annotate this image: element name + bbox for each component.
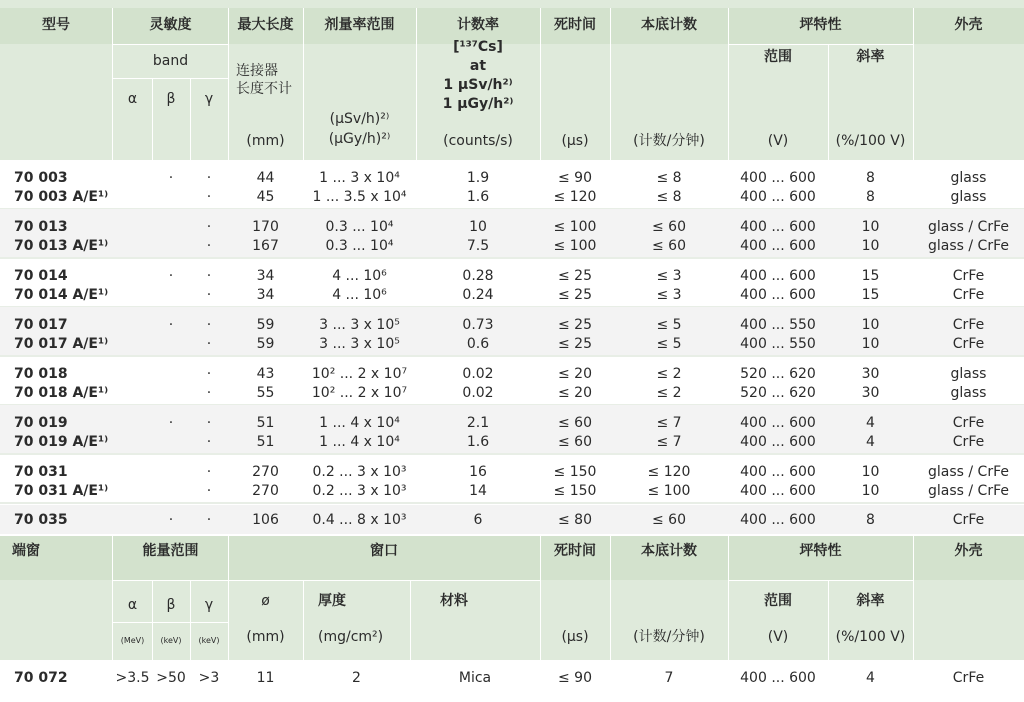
cell-value: 43 bbox=[256, 366, 275, 382]
cell-value: ≤ 7 bbox=[656, 434, 682, 450]
col-housing: 外壳 bbox=[954, 17, 983, 33]
sensitivity-gamma-mark: · bbox=[206, 434, 212, 450]
cell-value: 10 bbox=[861, 219, 880, 235]
cell-value: 400 ... 600 bbox=[740, 170, 816, 186]
cell-value: CrFe bbox=[952, 268, 985, 284]
cell-value: 59 bbox=[256, 336, 275, 352]
row-70072-beta: >50 bbox=[156, 670, 186, 686]
col-end-window: 端窗 bbox=[12, 543, 40, 559]
window-diameter-unit: (mm) bbox=[246, 629, 285, 645]
cell-value: glass bbox=[950, 189, 987, 205]
col-dead-time: 死时间 bbox=[554, 17, 596, 33]
cell-value: 400 ... 550 bbox=[740, 317, 816, 333]
col2-slope-unit: (%/100 V) bbox=[835, 629, 906, 645]
cell-value: 10 bbox=[861, 317, 880, 333]
col-energy-range: 能量范围 bbox=[142, 543, 199, 559]
max-length-unit: (mm) bbox=[246, 133, 285, 149]
sensitivity-gamma-mark: · bbox=[206, 268, 212, 284]
cell-value: 400 ... 600 bbox=[740, 415, 816, 431]
col-alpha: α bbox=[127, 91, 138, 107]
cell-value: 10² ... 2 x 10⁷ bbox=[311, 366, 408, 382]
col2-plateau: 坪特性 bbox=[799, 543, 842, 559]
cell-value: 400 ... 600 bbox=[740, 287, 816, 303]
row-70072-background: 7 bbox=[664, 670, 674, 686]
row-70072-diameter: 11 bbox=[256, 670, 275, 686]
row-70035-length: 106 bbox=[252, 512, 279, 528]
sensitivity-beta-mark: · bbox=[168, 317, 174, 333]
sensitivity-gamma-mark: · bbox=[206, 219, 212, 235]
cell-value: ≤ 2 bbox=[656, 366, 682, 382]
cell-value: ≤ 150 bbox=[553, 483, 597, 499]
cell-value: glass / CrFe bbox=[928, 464, 1009, 480]
sensitivity-gamma-mark: · bbox=[206, 385, 212, 401]
cell-value: 270 bbox=[252, 464, 279, 480]
row-70035-beta: · bbox=[168, 512, 174, 528]
cell-value: ≤ 3 bbox=[656, 287, 682, 303]
sensitivity-beta-mark: · bbox=[168, 170, 174, 186]
cell-value: ≤ 25 bbox=[558, 317, 592, 333]
row-70072-housing: CrFe bbox=[952, 670, 985, 686]
cell-value: 8 bbox=[866, 170, 875, 186]
count-unit: (counts/s) bbox=[443, 133, 513, 149]
col-background: 本底计数 bbox=[641, 17, 697, 33]
cell-value: ≤ 120 bbox=[553, 189, 597, 205]
cell-value: ≤ 20 bbox=[558, 366, 592, 382]
cell-value: glass / CrFe bbox=[928, 483, 1009, 499]
col-range: 范围 bbox=[764, 49, 792, 65]
sensitivity-gamma-mark: · bbox=[206, 287, 212, 303]
sensitivity-beta-mark: · bbox=[168, 415, 174, 431]
cell-value: 520 ... 620 bbox=[740, 366, 816, 382]
cell-value: 1 ... 4 x 10⁴ bbox=[319, 415, 400, 431]
row-70072-thickness: 2 bbox=[352, 670, 361, 686]
cell-value: CrFe bbox=[952, 317, 985, 333]
cell-value: 10 bbox=[861, 238, 880, 254]
cell-value: 4 ... 10⁶ bbox=[332, 287, 387, 303]
energy-gamma-unit: (keV) bbox=[198, 636, 220, 645]
cell-value: ≤ 8 bbox=[656, 170, 682, 186]
model-number-ae: 70 003 A/E¹⁾ bbox=[14, 189, 109, 205]
sensitivity-gamma-mark: · bbox=[206, 366, 212, 382]
cell-value: ≤ 3 bbox=[656, 268, 682, 284]
sensitivity-gamma-mark: · bbox=[206, 336, 212, 352]
cell-value: ≤ 60 bbox=[652, 219, 686, 235]
model-number: 70 014 bbox=[14, 268, 68, 284]
row-70035-deadtime: ≤ 80 bbox=[558, 512, 592, 528]
row-70072-material: Mica bbox=[458, 670, 492, 686]
cell-value: 1 ... 3 x 10⁴ bbox=[319, 170, 400, 186]
col-window: 窗口 bbox=[370, 543, 398, 559]
model-number-ae: 70 019 A/E¹⁾ bbox=[14, 434, 109, 450]
col2-background-unit: (计数/分钟) bbox=[633, 629, 705, 645]
cell-value: CrFe bbox=[952, 287, 985, 303]
cell-value: 10 bbox=[861, 483, 880, 499]
cell-value: 55 bbox=[256, 385, 275, 401]
cell-value: 51 bbox=[256, 415, 275, 431]
col2-range: 范围 bbox=[764, 593, 792, 609]
cell-value: 0.02 bbox=[462, 366, 494, 382]
cell-value: 3 ... 3 x 10⁵ bbox=[319, 336, 400, 352]
cell-value: 1 ... 4 x 10⁴ bbox=[319, 434, 400, 450]
count-cond-gy: 1 μGy/h²⁾ bbox=[442, 96, 514, 112]
energy-alpha: α bbox=[127, 597, 138, 613]
cell-value: 59 bbox=[256, 317, 275, 333]
cell-value: 520 ... 620 bbox=[740, 385, 816, 401]
range-unit: (V) bbox=[767, 133, 789, 149]
cell-value: CrFe bbox=[952, 415, 985, 431]
model-number: 70 017 bbox=[14, 317, 68, 333]
cell-value: 0.3 ... 10⁴ bbox=[325, 238, 394, 254]
count-cond-cs: [¹³⁷Cs] bbox=[453, 39, 503, 55]
cell-value: 0.2 ... 3 x 10³ bbox=[312, 483, 407, 499]
row-divider bbox=[0, 355, 1024, 357]
cell-value: 14 bbox=[469, 483, 487, 499]
col-dose-range: 剂量率范围 bbox=[324, 17, 395, 33]
col-slope: 斜率 bbox=[856, 49, 885, 65]
cell-value: 0.28 bbox=[462, 268, 494, 284]
sensitivity-gamma-mark: · bbox=[206, 189, 212, 205]
cell-value: 0.02 bbox=[462, 385, 494, 401]
cell-value: ≤ 25 bbox=[558, 336, 592, 352]
cell-value: 1.9 bbox=[466, 170, 490, 186]
cell-value: ≤ 7 bbox=[656, 415, 682, 431]
cell-value: 400 ... 550 bbox=[740, 336, 816, 352]
energy-beta-unit: (keV) bbox=[160, 636, 182, 645]
sensitivity-gamma-mark: · bbox=[206, 464, 212, 480]
cell-value: 45 bbox=[256, 189, 275, 205]
col2-dead-time: 死时间 bbox=[554, 543, 596, 559]
cell-value: glass bbox=[950, 170, 987, 186]
energy-alpha-unit: (MeV) bbox=[120, 636, 145, 645]
col-max-length: 最大长度 bbox=[237, 17, 294, 33]
model-number: 70 013 bbox=[14, 219, 68, 235]
col-band: band bbox=[152, 53, 189, 69]
model-number: 70 019 bbox=[14, 415, 68, 431]
cell-value: 44 bbox=[256, 170, 275, 186]
sensitivity-gamma-mark: · bbox=[206, 317, 212, 333]
cell-value: 15 bbox=[861, 287, 880, 303]
window-diameter: ø bbox=[261, 593, 270, 609]
cell-value: ≤ 8 bbox=[656, 189, 682, 205]
row-70072-alpha: >3.5 bbox=[115, 670, 150, 686]
row-70035-range: 400 ... 600 bbox=[740, 512, 816, 528]
row-70072-slope: 4 bbox=[866, 670, 875, 686]
dose-unit-gy: (μGy/h)²⁾ bbox=[328, 131, 391, 147]
cell-value: ≤ 90 bbox=[558, 170, 592, 186]
model-number-ae: 70 013 A/E¹⁾ bbox=[14, 238, 109, 254]
cell-value: ≤ 5 bbox=[656, 336, 682, 352]
cell-value: 400 ... 600 bbox=[740, 238, 816, 254]
cell-value: 7.5 bbox=[466, 238, 490, 254]
cell-value: 400 ... 600 bbox=[740, 464, 816, 480]
model-number-ae: 70 014 A/E¹⁾ bbox=[14, 287, 109, 303]
count-cond-at: at bbox=[469, 58, 487, 74]
row-70035-background: ≤ 60 bbox=[652, 512, 686, 528]
cell-value: 10 bbox=[861, 336, 880, 352]
cell-value: ≤ 100 bbox=[553, 238, 597, 254]
cell-value: 0.24 bbox=[462, 287, 494, 303]
cell-value: ≤ 60 bbox=[558, 415, 592, 431]
row-70072-gamma: >3 bbox=[198, 670, 220, 686]
cell-value: ≤ 5 bbox=[656, 317, 682, 333]
col-model: 型号 bbox=[42, 17, 70, 33]
cell-value: ≤ 20 bbox=[558, 385, 592, 401]
cell-value: ≤ 100 bbox=[553, 219, 597, 235]
col-plateau: 坪特性 bbox=[799, 17, 842, 33]
cell-value: 8 bbox=[866, 189, 875, 205]
cell-value: 0.6 bbox=[466, 336, 490, 352]
cell-value: 15 bbox=[861, 268, 880, 284]
max-length-note: 连接器 长度不计 bbox=[236, 63, 292, 97]
model-number-ae: 70 031 A/E¹⁾ bbox=[14, 483, 109, 499]
cell-value: 270 bbox=[252, 483, 279, 499]
energy-gamma: γ bbox=[204, 597, 214, 613]
cell-value: 16 bbox=[469, 464, 487, 480]
cell-value: CrFe bbox=[952, 434, 985, 450]
col-gamma: γ bbox=[204, 91, 214, 107]
row-70035-slope: 8 bbox=[866, 512, 875, 528]
cell-value: ≤ 25 bbox=[558, 287, 592, 303]
cell-value: ≤ 150 bbox=[553, 464, 597, 480]
col-sensitivity: 灵敏度 bbox=[149, 17, 192, 33]
cell-value: glass / CrFe bbox=[928, 219, 1009, 235]
cell-value: 4 bbox=[866, 415, 875, 431]
cell-value: ≤ 100 bbox=[647, 483, 691, 499]
cell-value: ≤ 25 bbox=[558, 268, 592, 284]
dead-time-unit: (μs) bbox=[561, 133, 589, 149]
cell-value: 0.73 bbox=[462, 317, 494, 333]
cell-value: 170 bbox=[252, 219, 279, 235]
sensitivity-gamma-mark: · bbox=[206, 170, 212, 186]
cell-value: ≤ 60 bbox=[652, 238, 686, 254]
row-70035-count: 6 bbox=[473, 512, 483, 528]
background-unit: (计数/分钟) bbox=[633, 133, 705, 149]
cell-value: 0.2 ... 3 x 10³ bbox=[312, 464, 407, 480]
cell-value: 4 bbox=[866, 434, 875, 450]
col-beta: β bbox=[166, 91, 176, 107]
col2-slope: 斜率 bbox=[856, 593, 885, 609]
cell-value: 4 ... 10⁶ bbox=[332, 268, 387, 284]
cell-value: 1.6 bbox=[466, 434, 490, 450]
cell-value: 30 bbox=[861, 385, 880, 401]
row-70035-dose: 0.4 ... 8 x 10³ bbox=[312, 512, 407, 528]
cell-value: glass / CrFe bbox=[928, 238, 1009, 254]
row-70035-housing: CrFe bbox=[952, 512, 985, 528]
model-number-ae: 70 018 A/E¹⁾ bbox=[14, 385, 109, 401]
cell-value: 1.6 bbox=[466, 189, 490, 205]
cell-value: 400 ... 600 bbox=[740, 483, 816, 499]
window-thickness: 厚度 bbox=[318, 593, 346, 609]
cell-value: 10² ... 2 x 10⁷ bbox=[311, 385, 408, 401]
dose-unit-sv: (μSv/h)²⁾ bbox=[329, 111, 390, 127]
cell-value: 10 bbox=[469, 219, 487, 235]
cell-value: 3 ... 3 x 10⁵ bbox=[319, 317, 400, 333]
cell-value: 2.1 bbox=[466, 415, 490, 431]
sensitivity-gamma-mark: · bbox=[206, 483, 212, 499]
slope-unit: (%/100 V) bbox=[835, 133, 906, 149]
row-70035-gamma: · bbox=[206, 512, 212, 528]
row-70072-deadtime: ≤ 90 bbox=[558, 670, 592, 686]
row-divider bbox=[0, 257, 1024, 259]
model-number: 70 003 bbox=[14, 170, 68, 186]
cell-value: 34 bbox=[256, 268, 275, 284]
cell-value: 400 ... 600 bbox=[740, 219, 816, 235]
col2-range-unit: (V) bbox=[767, 629, 789, 645]
sensitivity-gamma-mark: · bbox=[206, 238, 212, 254]
col-count-rate: 计数率 bbox=[457, 17, 499, 33]
cell-value: ≤ 2 bbox=[656, 385, 682, 401]
window-thickness-unit: (mg/cm²) bbox=[318, 629, 384, 645]
col2-dead-time-unit: (μs) bbox=[561, 629, 589, 645]
cell-value: glass bbox=[950, 366, 987, 382]
cell-value: 400 ... 600 bbox=[740, 189, 816, 205]
cell-value: 167 bbox=[252, 238, 279, 254]
cell-value: 400 ... 600 bbox=[740, 268, 816, 284]
col2-housing: 外壳 bbox=[954, 543, 983, 559]
row-70072-range: 400 ... 600 bbox=[740, 670, 816, 686]
cell-value: 0.3 ... 10⁴ bbox=[325, 219, 394, 235]
cell-value: glass bbox=[950, 385, 987, 401]
sensitivity-gamma-mark: · bbox=[206, 415, 212, 431]
sensitivity-beta-mark: · bbox=[168, 268, 174, 284]
window-material: 材料 bbox=[440, 593, 468, 609]
cell-value: ≤ 120 bbox=[647, 464, 691, 480]
cell-value: 400 ... 600 bbox=[740, 434, 816, 450]
model-number: 70 031 bbox=[14, 464, 68, 480]
row-70035-model: 70 035 bbox=[14, 512, 68, 528]
cell-value: 10 bbox=[861, 464, 880, 480]
row-70072-model: 70 072 bbox=[14, 670, 68, 686]
energy-beta: β bbox=[166, 597, 176, 613]
row-divider bbox=[0, 502, 1024, 504]
model-number-ae: 70 017 A/E¹⁾ bbox=[14, 336, 109, 352]
cell-value: ≤ 60 bbox=[558, 434, 592, 450]
cell-value: CrFe bbox=[952, 336, 985, 352]
model-number: 70 018 bbox=[14, 366, 68, 382]
cell-value: 1 ... 3.5 x 10⁴ bbox=[312, 189, 407, 205]
row-divider bbox=[0, 453, 1024, 455]
count-cond-sv: 1 μSv/h²⁾ bbox=[443, 77, 513, 93]
cell-value: 34 bbox=[256, 287, 275, 303]
col2-background: 本底计数 bbox=[641, 543, 697, 559]
cell-value: 51 bbox=[256, 434, 275, 450]
cell-value: 30 bbox=[861, 366, 880, 382]
